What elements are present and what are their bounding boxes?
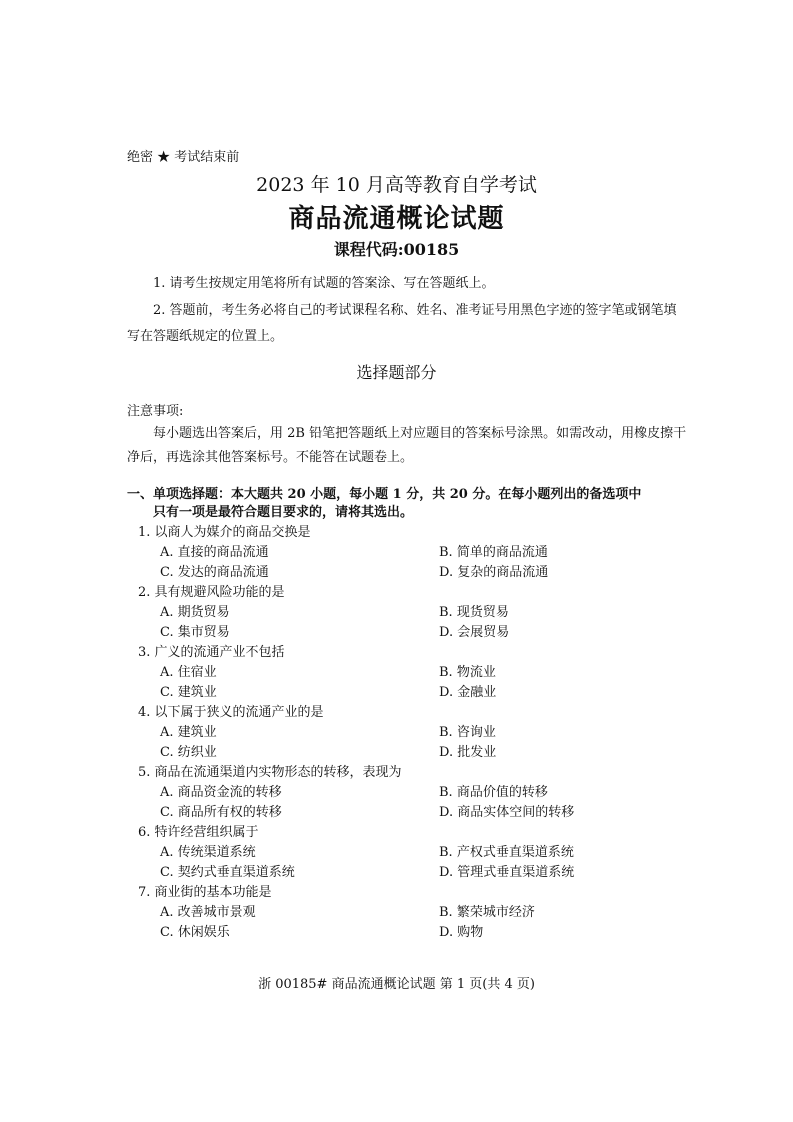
option-row [138,803,698,823]
question-stem: 7. 商业街的基本功能是 [138,885,272,900]
option-a: A. 直接的商品流通 [160,545,269,560]
option-row [138,623,698,643]
option-d: D. 复杂的商品流通 [439,565,549,580]
question-stem: 3. 广义的流通产业不包括 [138,645,285,660]
option-row [138,783,698,803]
option-c: C. 建筑业 [160,685,217,700]
option-row [138,543,698,563]
question-stem: 5. 商品在流通渠道内实物形态的转移，表现为 [138,765,402,780]
section-title: 选择题部分 [356,363,437,382]
option-d: D. 会展贸易 [439,625,510,640]
option-row [138,843,698,863]
option-row [138,903,698,923]
option-d: D. 金融业 [439,685,497,700]
notes-heading: 注意事项: [127,404,184,419]
option-c: C. 契约式垂直渠道系统 [160,865,295,880]
instruction-1: 1. 请考生按规定用笔将所有试题的答案涂、写在答题纸上。 [153,276,495,291]
option-b: B. 咨询业 [439,725,496,740]
option-c: C. 集市贸易 [160,625,230,640]
part-one-line-2: 只有一项是最符合题目要求的，请将其选出。 [153,505,414,520]
subject-title: 商品流通概论试题 [288,204,505,234]
option-b: B. 商品价值的转移 [439,785,548,800]
question-stem: 1. 以商人为媒介的商品交换是 [138,525,311,540]
option-b: B. 产权式垂直渠道系统 [439,845,574,860]
option-row [138,683,698,703]
option-row [138,863,698,883]
option-b: B. 物流业 [439,665,496,680]
option-a: A. 商品资金流的转移 [160,785,282,800]
page-footer: 浙 00185# 商品流通概论试题 第 1 页(共 4 页) [258,977,535,992]
option-c: C. 纺织业 [160,745,217,760]
option-d: D. 商品实体空间的转移 [439,805,575,820]
question-stem: 6. 特许经营组织属于 [138,825,259,840]
course-code: 课程代码:00185 [333,240,460,259]
option-row [138,663,698,683]
question-list [138,523,698,943]
option-row [138,923,698,943]
instruction-2: 2. 答题前，考生务必将自己的考试课程名称、姓名、准考证号用黑色字迹的签字笔或钢笔填写在答题纸规定的位置上。 [127,303,677,344]
option-row [138,723,698,743]
option-c: C. 商品所有权的转移 [160,805,282,820]
option-a: A. 传统渠道系统 [160,845,256,860]
part-one-line-1: 一、单项选择题：本大题共 20 小题，每小题 1 分，共 20 分。在每小题列出的备选项中 [127,487,642,502]
option-row [138,743,698,763]
option-d: D. 购物 [439,925,484,940]
notes-body: 每小题选出答案后，用 2B 铅笔把答题纸上对应题目的答案标号涂黑。如需改动，用橡皮擦干净后，再选涂其他答案标号。不能答在试题卷上。 [127,426,687,465]
option-c: C. 发达的商品流通 [160,565,269,580]
option-b: B. 现货贸易 [439,605,509,620]
exam-title: 2023 年 10 月高等教育自学考试 [256,174,537,196]
option-row [138,603,698,623]
option-a: A. 期货贸易 [160,605,230,620]
question-stem: 2. 具有规避风险功能的是 [138,585,285,600]
option-d: D. 管理式垂直渠道系统 [439,865,575,880]
part-one-heading [127,486,687,522]
option-c: C. 休闲娱乐 [160,925,230,940]
option-a: A. 建筑业 [160,725,217,740]
option-b: B. 简单的商品流通 [439,545,548,560]
option-d: D. 批发业 [439,745,497,760]
question-stem: 4. 以下属于狭义的流通产业的是 [138,705,324,720]
secret-mark: 绝密 ★ 考试结束前 [127,150,240,165]
option-a: A. 住宿业 [160,665,217,680]
option-row [138,563,698,583]
option-b: B. 繁荣城市经济 [439,905,535,920]
option-a: A. 改善城市景观 [160,905,256,920]
